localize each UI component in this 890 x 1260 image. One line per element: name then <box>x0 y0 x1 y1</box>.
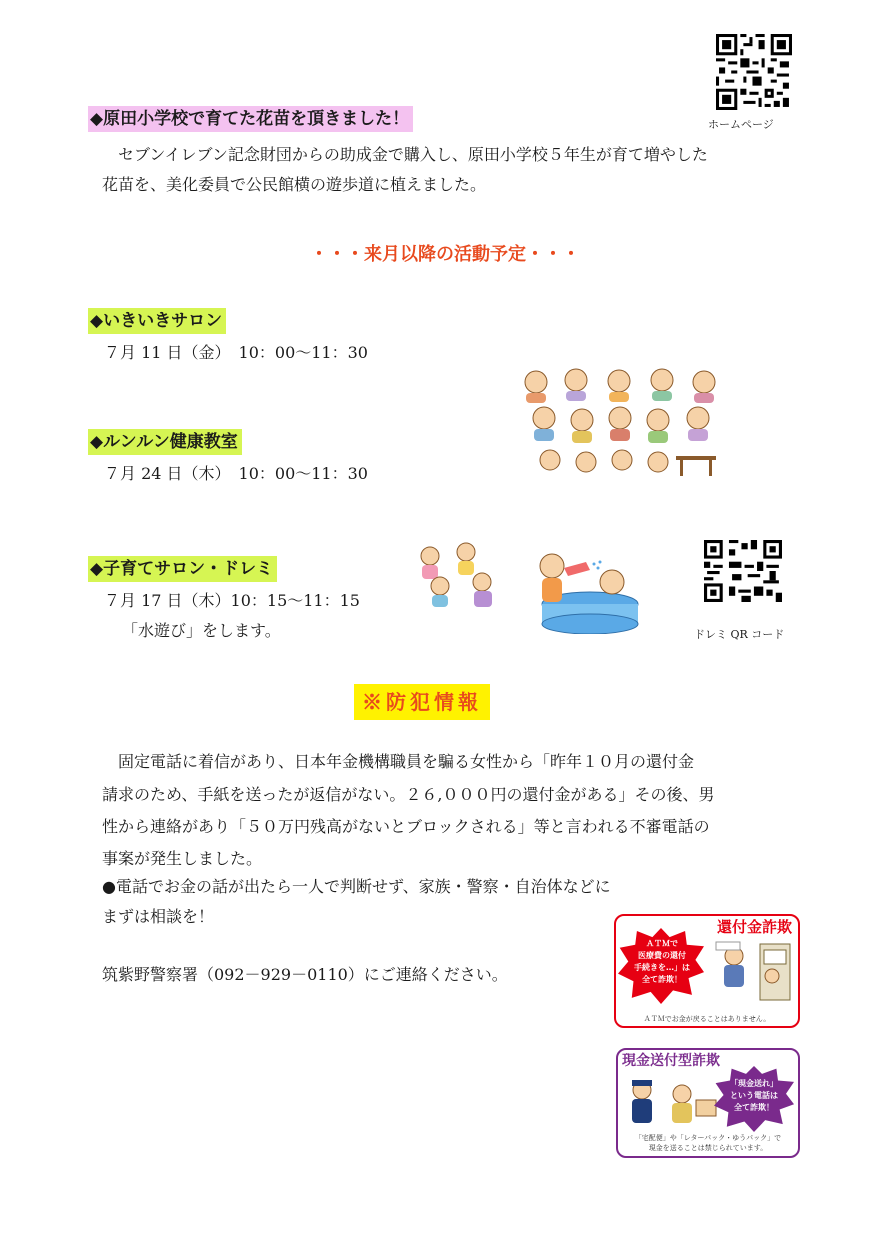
crime-advice: ●電話でお金の話が出たら一人で判断せず、家族・警察・自治体などに <box>102 877 611 896</box>
event-title-ikiiki-salon: ◆いきいきサロン <box>88 308 226 334</box>
cash-burst-line-1: 「現金送れ」 <box>730 1079 778 1088</box>
refund-burst-line-3: 手続きを…」は <box>634 963 690 972</box>
event-title-runrun-health: ◆ルンルン健康教室 <box>88 429 242 455</box>
cash-fraud-poster-title: 現金送付型詐欺 <box>622 1053 720 1069</box>
homepage-qr-caption: ホームページ <box>708 118 774 131</box>
crime-line-3: 性から連絡があり「５０万円残高がないとブロックされる」等と言われる不審電話の <box>102 817 710 836</box>
refund-fraud-footer: ＡＴＭでお金が戻ることはありません。 <box>643 1015 771 1023</box>
refund-fraud-poster <box>614 914 800 1028</box>
cash-burst-line-2: という電話は <box>730 1091 778 1100</box>
event-date-doremi-salon: ７月 17 日（木）10：15～11：15 <box>104 591 360 610</box>
police-scene-illustration <box>624 1072 720 1128</box>
qr-code-icon <box>704 540 782 602</box>
atm-scene-illustration <box>710 938 794 1004</box>
refund-burst-line-4: 全て詐欺！ <box>642 975 682 984</box>
seniors-exercise-illustration <box>516 366 726 480</box>
police-contact: 筑紫野警察署（092－929－0110）にご連絡ください。 <box>102 965 508 984</box>
refund-burst-line-2: 医療費の還付 <box>638 951 686 960</box>
doremi-qr-caption: ドレミ QR コード <box>694 628 785 641</box>
crime-prevention-heading: ※防犯情報 <box>354 684 490 720</box>
refund-fraud-poster-title: 還付金詐欺 <box>716 918 792 936</box>
crime-line-4: 事案が発生しました。 <box>102 849 263 868</box>
event-title-doremi-salon: ◆子育てサロン・ドレミ <box>88 556 277 582</box>
cash-delivery-fraud-poster <box>616 1048 800 1158</box>
cash-fraud-footer-2: 現金を送ることは禁じられています。 <box>648 1144 768 1152</box>
event-date-runrun-health: ７月 24 日（木） 10：00～11：30 <box>104 464 368 483</box>
water-play-illustration <box>528 548 640 634</box>
crime-line-2: 請求のため、手紙を送ったが返信がない。２６,０００円の還付金がある」その後、男 <box>102 785 715 804</box>
qr-code-icon <box>716 34 792 110</box>
cash-fraud-footer-1: 「宅配便」や「レターパック・ゆうパック」で <box>634 1134 782 1142</box>
doremi-qr-code[interactable] <box>704 540 782 602</box>
crime-advice-2: まずは相談を！ <box>102 907 215 926</box>
refund-burst-line-1: ＡＴＭで <box>646 939 678 948</box>
homepage-qr-code[interactable] <box>716 34 792 110</box>
crime-line-1: 固定電話に着信があり、日本年金機構職員を騙る女性から「昨年１０月の還付金 <box>102 752 695 771</box>
children-playing-illustration <box>414 542 502 610</box>
schedule-title: ・・・来月以降の活動予定・・・ <box>310 244 580 265</box>
section1-line-2: 花苗を、美化委員で公民館横の遊歩道に植えました。 <box>102 175 487 194</box>
cash-burst-line-3: 全て詐欺！ <box>734 1103 774 1112</box>
event-note-doremi-salon: 「水遊び」をします。 <box>122 621 281 640</box>
section-heading-flower-seedlings: ◆原田小学校で育てた花苗を頂きました！ <box>88 106 413 132</box>
section1-line-1: セブンイレブン記念財団からの助成金で購入し、原田小学校５年生が育て増やした <box>102 145 708 164</box>
event-date-ikiiki-salon: ７月 11 日（金） 10：00～11：30 <box>104 343 368 362</box>
